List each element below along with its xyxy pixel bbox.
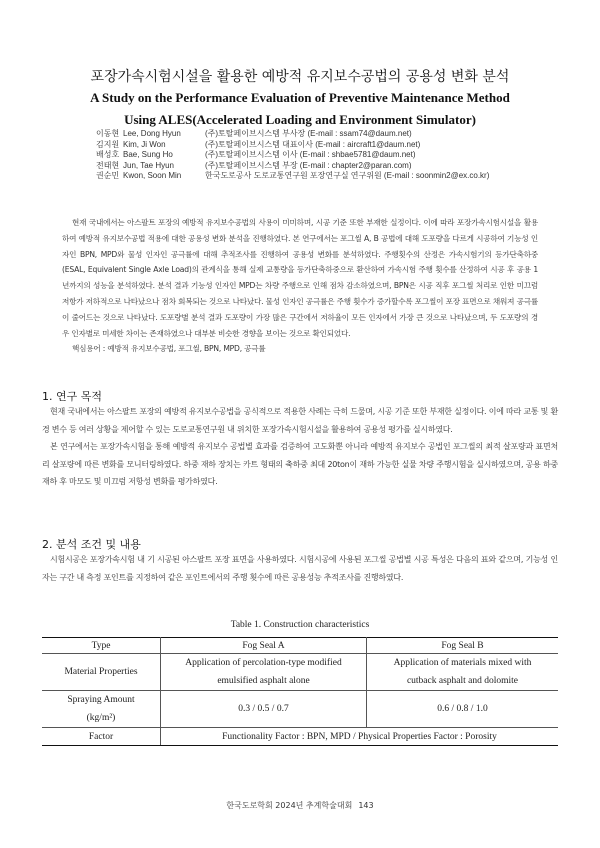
author-name-korean: 권순민 xyxy=(96,171,120,180)
paragraph: 본 연구에서는 포장가속시험을 통해 예방적 유지보수 공법별 효과를 검증하여 고도화뿐 아니라 예방적 유지보수 공법인 포그씰의 최적 살포량과 표면처리 살포량에 따른 변화를 모니터링하였다. 하중 재하 장치는 카트 형태의 축하중 최대 20ton이 재하 가능한 실물 차량 주행시험을 실시하였으며, 공용 하중 재하 후 마모도 및 미끄럼 저항성 변화를 평가하였다. xyxy=(42,442,558,487)
cell-line: Application of materials mixed with xyxy=(393,658,532,668)
header-fog-seal-a: Fog Seal A xyxy=(161,638,367,654)
cell: 0.3 / 0.5 / 0.7 xyxy=(161,691,367,728)
section-heading-analysis: 2. 분석 조건 및 내용 xyxy=(42,538,141,551)
table-caption: Table 1. Construction characteristics xyxy=(230,620,370,630)
author-name-korean: 이동현 xyxy=(96,129,120,138)
keywords: 핵심용어 : 예방적 유지보수공법, 포그씰, BPN, MPD, 공극률 xyxy=(72,344,266,354)
header-fog-seal-b: Fog Seal B xyxy=(367,638,559,654)
conference-name: 한국도로학회 2024년 추계학술대회 xyxy=(226,801,353,810)
cell: 0.6 / 0.8 / 1.0 xyxy=(367,691,559,728)
paragraph: 시험시공은 포장가속시험 내 기 시공된 아스팔트 포장 표면을 사용하였다. 시험시공에 사용된 포그씰 공법별 시공 특성은 다음의 표와 같으며, 기능성 인자는 구간 내 측정 포인트를 지정하여 같은 포인트에서의 주행 횟수에 따른 공용성능 추적조사를 진행하였다. xyxy=(42,555,558,582)
cell xyxy=(367,654,559,691)
paragraph: 현재 국내에서는 아스팔트 포장의 예방적 유지보수공법을 공식적으로 적용한 사례는 극히 드물며, 시공 기준 또한 부재한 실정이다. 이에 따라 교통 및 환경 변수 등 여러 상황을 제어할 수 있는 도로교통연구원 내 위치한 포장가속시험시설을 활용하여 공용성 평가를 실시하였다. xyxy=(42,407,558,434)
author-name-english: Kwon, Soon Min xyxy=(123,171,182,180)
author-name-korean: 전태현 xyxy=(96,160,120,170)
author-affiliation: (주)토탈페이브시스템 이사 (E-mail : shbae5781@daum.net) xyxy=(205,150,416,159)
author-affiliation: (주)토탈페이브시스템 부장 (E-mail : chapter2@paran.com) xyxy=(205,160,412,170)
row-label xyxy=(42,691,161,728)
paper-title-english-line1: A Study on the Performance Evaluation of Preventive Maintenance Method xyxy=(90,90,510,105)
author-name-english: Lee, Dong Hyun xyxy=(123,129,181,138)
author-name-english: Jun, Tae Hyun xyxy=(123,160,174,170)
table-header-row xyxy=(42,638,558,654)
table-row xyxy=(42,728,558,746)
author-name-korean: 배성호 xyxy=(96,150,120,159)
cell-line: Spraying Amount xyxy=(67,695,135,705)
author-name-korean: 김지원 xyxy=(96,139,120,149)
paper-title-english-line2: Using ALES(Accelerated Loading and Environment Simulator) xyxy=(124,112,476,127)
cell-line: cutback asphalt and dolomite xyxy=(406,676,519,686)
author-name-english: Kim, Ji Won xyxy=(123,139,166,149)
author-name-english: Bae, Sung Ho xyxy=(123,150,173,159)
section-heading-purpose: 1. 연구 목적 xyxy=(42,390,102,403)
author-affiliation: 한국도로공사 도로교통연구원 포장연구실 연구위원 (E-mail : soonmin2@ex.co.kr) xyxy=(205,171,490,180)
cell-line: Application of percolation-type modified xyxy=(185,658,342,668)
author-affiliation: (주)토탈페이브시스템 대표이사 (E-mail : aircraft1@daum.net) xyxy=(205,139,421,149)
cell: Functionality Factor : BPN, MPD / Physical Properties Factor : Porosity xyxy=(161,728,559,746)
cell-line: emulsified asphalt alone xyxy=(217,676,310,686)
header-type: Type xyxy=(42,638,161,654)
section-body-analysis xyxy=(42,551,558,586)
table-row xyxy=(42,691,558,728)
row-label: Factor xyxy=(42,728,161,746)
cell-line: (kg/m²) xyxy=(86,713,116,723)
abstract-text: 현재 국내에서는 아스팔트 포장의 예방적 유지보수공법의 사용이 미미하며, 시공 기준 또한 부재한 실정이다. 이에 따라 포장가속시험시설을 활용하여 예방적 유지보수공법 적용에 대한 공용성 변화 분석을 진행하였다. 본 연구에서는 포그씰 A, B 공법에 대해 도포량을 다르게 시공하여 기능성 인자인 BPN, MPD와 물성 인자인 공극률에 대해 추적조사를 진행하여 공용성 변화를 분석하였다. 주행횟수의 산정은 가속시험기의 등가단축하중(ESAL, Equivalent Single Axle Load)의 관계식을 통해 실제 교통량을 등가단축하중으로 환산하여 가속시험 주행 횟수를 산정하여 시공 후 공용 1년까지의 성능을 분석하였다. 분석 결과 기능성 인자인 MPD는 차량 주행으로 인해 점차 감소하였으며, BPN은 시공 직후 포그씰 처리로 인한 미끄럼 저항가 저하적으로 나타났으나 점차 회복되는 것으로 나타났다. 물성 인자인 공극률은 주행 횟수가 증가할수록 포그씰이 포장 표면으로 채워져 공극률이 줄어드는 것으로 나타났다. 도포량별 분석 결과 도포량이 가장 많은 구간에서 저하율이 모든 인자에서 가장 큰 것으로 나타났으며, 두 도포량의 경우 인자별로 미세한 차이는 존재하였으나 대부분 비슷한 경향을 보이는 것으로 확인되었다. xyxy=(62,218,538,338)
cell xyxy=(161,654,367,691)
author-affiliation: (주)토탈페이브시스템 부사장 (E-mail : ssam74@daum.net) xyxy=(205,129,412,138)
table-row xyxy=(42,654,558,691)
page-footer xyxy=(0,800,600,811)
row-label: Material Properties xyxy=(42,654,161,691)
section-body-purpose xyxy=(42,403,558,491)
construction-table xyxy=(42,637,558,746)
paper-title-korean: 포장가속시험시설을 활용한 예방적 유지보수공법의 공용성 변화 분석 xyxy=(90,69,510,85)
abstract xyxy=(62,215,538,357)
page-number: 143 xyxy=(358,801,374,810)
